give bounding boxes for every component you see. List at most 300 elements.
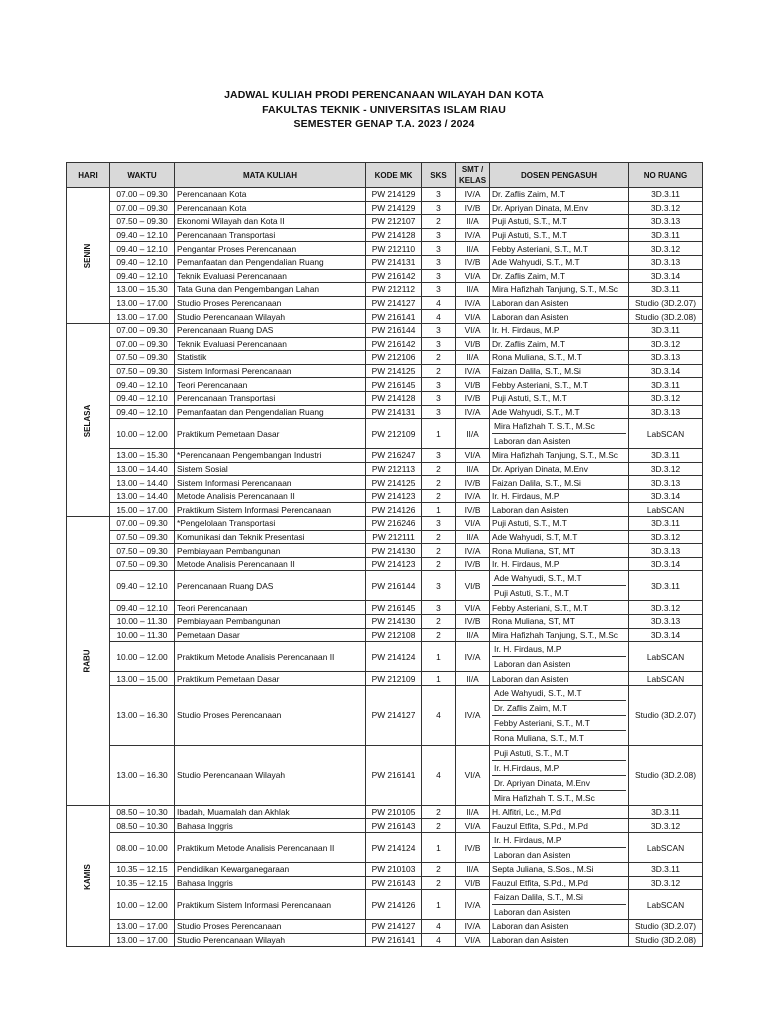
- kode-mk-cell: PW 210105: [366, 805, 422, 819]
- kelas-cell: VI/B: [456, 571, 490, 601]
- waktu-cell: 10.00 – 11.30: [110, 615, 175, 629]
- table-row: [67, 476, 703, 490]
- mata-kuliah-cell: Sistem Sosial: [175, 462, 366, 476]
- mata-kuliah-cell: Sistem Informasi Perencanaan: [175, 476, 366, 490]
- dosen-cell: Febby Asteriani, S.T., M.T: [490, 601, 629, 615]
- dosen-cell: Ir. H. Firdaus, M.P: [490, 323, 629, 337]
- header-no-ruang: NO RUANG: [629, 163, 703, 188]
- dosen-cell: Dr. Apriyan Dinata, M.Env: [490, 462, 629, 476]
- kode-mk-cell: PW 216144: [366, 323, 422, 337]
- sks-cell: 3: [422, 378, 456, 392]
- ruang-cell: 3D.3.12: [629, 201, 703, 215]
- waktu-cell: 07.50 – 09.30: [110, 215, 175, 229]
- mata-kuliah-cell: Tata Guna dan Pengembangan Lahan: [175, 283, 366, 297]
- dosen-name: Dr. Apriyan Dinata, M.Env: [492, 776, 626, 791]
- sks-cell: 3: [422, 337, 456, 351]
- table-row: [67, 215, 703, 229]
- kode-mk-cell: PW 214127: [366, 685, 422, 745]
- kelas-cell: IV/A: [456, 890, 490, 920]
- kelas-cell: IV/A: [456, 685, 490, 745]
- table-row: [67, 745, 703, 805]
- waktu-cell: 09.40 – 12.10: [110, 255, 175, 269]
- table-row: [67, 449, 703, 463]
- ruang-cell: 3D.3.14: [629, 489, 703, 503]
- table-row: [67, 378, 703, 392]
- sks-cell: 1: [422, 833, 456, 863]
- dosen-name: Laboran dan Asisten: [494, 659, 571, 670]
- kode-mk-cell: PW 214127: [366, 920, 422, 934]
- kode-mk-cell: PW 216142: [366, 269, 422, 283]
- dosen-cell: [490, 745, 629, 805]
- table-row: [67, 863, 703, 877]
- dosen-cell: Rona Muliana, ST, MT: [490, 615, 629, 629]
- kelas-cell: VI/B: [456, 337, 490, 351]
- table-row: [67, 601, 703, 615]
- sks-cell: 2: [422, 805, 456, 819]
- kode-mk-cell: PW 214125: [366, 364, 422, 378]
- title-line-3: SEMESTER GENAP T.A. 2023 / 2024: [293, 118, 475, 130]
- sks-cell: 4: [422, 920, 456, 934]
- kelas-cell: IV/B: [456, 503, 490, 517]
- dosen-cell: Septa Juliana, S.Sos., M.Si: [490, 863, 629, 877]
- dosen-cell: Laboran dan Asisten: [490, 933, 629, 947]
- ruang-cell: 3D.3.12: [629, 530, 703, 544]
- mata-kuliah-cell: Pemanfaatan dan Pengendalian Ruang: [175, 255, 366, 269]
- waktu-cell: 13.00 – 17.00: [110, 310, 175, 324]
- kelas-cell: IV/A: [456, 544, 490, 558]
- mata-kuliah-cell: Pemanfaatan dan Pengendalian Ruang: [175, 405, 366, 419]
- dosen-name: Mira Hafizhah T. S.T., M.Sc: [492, 419, 626, 434]
- table-row: [67, 933, 703, 947]
- kelas-cell: VI/A: [456, 745, 490, 805]
- waktu-cell: 08.50 – 10.30: [110, 805, 175, 819]
- ruang-cell: LabSCAN: [629, 833, 703, 863]
- sks-cell: 2: [422, 462, 456, 476]
- ruang-cell: 3D.3.12: [629, 876, 703, 890]
- waktu-cell: 07.50 – 09.30: [110, 530, 175, 544]
- dosen-cell: Mira Hafizhah Tanjung, S.T., M.Sc: [490, 283, 629, 297]
- ruang-cell: 3D.3.12: [629, 462, 703, 476]
- ruang-cell: Studio (3D.2.08): [629, 745, 703, 805]
- day-label: KAMIS: [83, 863, 92, 890]
- mata-kuliah-cell: Metode Analisis Perencanaan II: [175, 557, 366, 571]
- ruang-cell: 3D.3.12: [629, 601, 703, 615]
- day-label: SENIN: [82, 243, 92, 269]
- dosen-name: Puji Astuti, S.T., M.T: [494, 588, 569, 599]
- waktu-cell: 09.40 – 12.10: [110, 378, 175, 392]
- mata-kuliah-cell: Studio Proses Perencanaan: [175, 920, 366, 934]
- table-row: [67, 642, 703, 672]
- ruang-cell: 3D.3.13: [629, 255, 703, 269]
- day-cell-rabu: [67, 517, 110, 806]
- dosen-name: Rona Muliana, S.T., M.T: [494, 732, 584, 743]
- dosen-cell: [490, 571, 629, 601]
- mata-kuliah-cell: Studio Perencanaan Wilayah: [175, 310, 366, 324]
- mata-kuliah-cell: Pemetaan Dasar: [175, 628, 366, 642]
- kode-mk-cell: PW 214125: [366, 476, 422, 490]
- waktu-cell: 09.40 – 12.10: [110, 405, 175, 419]
- kode-mk-cell: PW 212109: [366, 419, 422, 449]
- mata-kuliah-cell: Bahasa Inggris: [175, 876, 366, 890]
- kelas-cell: IV/B: [456, 255, 490, 269]
- waktu-cell: 07.00 – 09.30: [110, 337, 175, 351]
- table-row: [67, 228, 703, 242]
- waktu-cell: 09.40 – 12.10: [110, 391, 175, 405]
- ruang-cell: Studio (3D.2.08): [629, 933, 703, 947]
- mata-kuliah-cell: Metode Analisis Perencanaan II: [175, 489, 366, 503]
- mata-kuliah-cell: Praktikum Pemetaan Dasar: [175, 419, 366, 449]
- waktu-cell: 10.35 – 12.15: [110, 863, 175, 877]
- ruang-cell: LabSCAN: [629, 503, 703, 517]
- ruang-cell: Studio (3D.2.07): [629, 920, 703, 934]
- dosen-cell: Puji Astuti, S.T., M.T: [490, 517, 629, 531]
- sks-cell: 3: [422, 323, 456, 337]
- day-label: RABU: [82, 649, 92, 673]
- mata-kuliah-cell: *Pengelolaan Transportasi: [175, 517, 366, 531]
- table-row: [67, 819, 703, 833]
- kelas-cell: II/A: [456, 672, 490, 686]
- waktu-cell: 07.00 – 09.30: [110, 188, 175, 202]
- dosen-name: Ir. H. Firdaus, M.P: [492, 833, 626, 848]
- mata-kuliah-cell: Studio Perencanaan Wilayah: [175, 933, 366, 947]
- dosen-cell: Dr. Apriyan Dinata, M.Env: [490, 201, 629, 215]
- mata-kuliah-cell: Pembiayaan Pembangunan: [175, 615, 366, 629]
- waktu-cell: 13.00 – 14.40: [110, 476, 175, 490]
- mata-kuliah-cell: Praktikum Metode Analisis Perencanaan II: [175, 642, 366, 672]
- ruang-cell: 3D.3.11: [629, 323, 703, 337]
- kelas-cell: IV/A: [456, 296, 490, 310]
- header-row: [67, 163, 703, 188]
- sks-cell: 3: [422, 517, 456, 531]
- kelas-cell: VI/B: [456, 378, 490, 392]
- kelas-cell: II/A: [456, 530, 490, 544]
- kelas-cell: II/A: [456, 351, 490, 365]
- kelas-cell: II/A: [456, 863, 490, 877]
- waktu-cell: 07.00 – 09.30: [110, 517, 175, 531]
- dosen-name: Ir. H.Firdaus, M.P: [492, 761, 626, 776]
- kode-mk-cell: PW 212108: [366, 628, 422, 642]
- dosen-cell: Fauzul Etfita, S.Pd., M.Pd: [490, 876, 629, 890]
- header-sks: SKS: [422, 163, 456, 188]
- mata-kuliah-cell: Studio Proses Perencanaan: [175, 296, 366, 310]
- kode-mk-cell: PW 214128: [366, 391, 422, 405]
- sks-cell: 1: [422, 672, 456, 686]
- table-row: [67, 269, 703, 283]
- dosen-cell: [490, 642, 629, 672]
- table-row: [67, 201, 703, 215]
- schedule-table: [66, 162, 703, 947]
- kelas-cell: VI/A: [456, 449, 490, 463]
- table-row: [67, 530, 703, 544]
- kode-mk-cell: PW 216141: [366, 310, 422, 324]
- mata-kuliah-cell: Statistik: [175, 351, 366, 365]
- ruang-cell: 3D.3.14: [629, 628, 703, 642]
- sks-cell: 2: [422, 863, 456, 877]
- day-cell-senin: [67, 188, 110, 324]
- mata-kuliah-cell: Ibadah, Muamalah dan Akhlak: [175, 805, 366, 819]
- table-row: [67, 557, 703, 571]
- ruang-cell: LabSCAN: [629, 419, 703, 449]
- dosen-cell: Mira Hafizhah Tanjung, S.T., M.Sc: [490, 449, 629, 463]
- sks-cell: 1: [422, 419, 456, 449]
- dosen-cell: [490, 833, 629, 863]
- dosen-cell: Laboran dan Asisten: [490, 672, 629, 686]
- ruang-cell: LabSCAN: [629, 672, 703, 686]
- mata-kuliah-cell: Perencanaan Transportasi: [175, 391, 366, 405]
- ruang-cell: 3D.3.13: [629, 215, 703, 229]
- header-kode-mk: KODE MK: [366, 163, 422, 188]
- waktu-cell: 13.00 – 17.00: [110, 920, 175, 934]
- mata-kuliah-cell: Praktikum Sistem Informasi Perencanaan: [175, 890, 366, 920]
- table-row: [67, 242, 703, 256]
- kode-mk-cell: PW 216144: [366, 571, 422, 601]
- sks-cell: 3: [422, 391, 456, 405]
- waktu-cell: 13.00 – 16.30: [110, 685, 175, 745]
- kode-mk-cell: PW 212110: [366, 242, 422, 256]
- kode-mk-cell: PW 212111: [366, 530, 422, 544]
- sks-cell: 2: [422, 489, 456, 503]
- mata-kuliah-cell: Ekonomi Wilayah dan Kota II: [175, 215, 366, 229]
- kode-mk-cell: PW 212107: [366, 215, 422, 229]
- sks-cell: 3: [422, 601, 456, 615]
- sks-cell: 2: [422, 615, 456, 629]
- kelas-cell: IV/B: [456, 557, 490, 571]
- dosen-cell: Laboran dan Asisten: [490, 296, 629, 310]
- ruang-cell: 3D.3.13: [629, 351, 703, 365]
- dosen-cell: Dr. Zaflis Zaim, M.T: [490, 337, 629, 351]
- ruang-cell: 3D.3.11: [629, 805, 703, 819]
- ruang-cell: LabSCAN: [629, 890, 703, 920]
- table-row: [67, 391, 703, 405]
- sks-cell: 3: [422, 571, 456, 601]
- table-row: [67, 364, 703, 378]
- day-label: SELASA: [82, 404, 92, 437]
- dosen-cell: Mira Hafizhah Tanjung, S.T., M.Sc: [490, 628, 629, 642]
- dosen-cell: Ade Wahyudi, S.T., M.T: [490, 405, 629, 419]
- kode-mk-cell: PW 214123: [366, 557, 422, 571]
- kelas-cell: II/A: [456, 462, 490, 476]
- kelas-cell: VI/A: [456, 601, 490, 615]
- kode-mk-cell: PW 214124: [366, 642, 422, 672]
- kelas-cell: IV/A: [456, 920, 490, 934]
- table-row: [67, 462, 703, 476]
- mata-kuliah-cell: Perencanaan Kota: [175, 201, 366, 215]
- dosen-cell: Puji Astuti, S.T., M.T: [490, 228, 629, 242]
- dosen-cell: Ade Wahyudi, S.T, M.T: [490, 530, 629, 544]
- mata-kuliah-cell: Praktikum Metode Analisis Perencanaan II: [175, 833, 366, 863]
- waktu-cell: 15.00 – 17.00: [110, 503, 175, 517]
- dosen-name: Laboran dan Asisten: [494, 850, 571, 860]
- kode-mk-cell: PW 214131: [366, 405, 422, 419]
- dosen-cell: Dr. Zaflis Zaim, M.T: [490, 269, 629, 283]
- ruang-cell: Studio (3D.2.07): [629, 685, 703, 745]
- table-row: [67, 571, 703, 601]
- kode-mk-cell: PW 214128: [366, 228, 422, 242]
- title-line-2: FAKULTAS TEKNIK - UNIVERSITAS ISLAM RIAU: [262, 103, 506, 116]
- dosen-cell: Febby Asteriani, S.T., M.T: [490, 242, 629, 256]
- table-row: [67, 405, 703, 419]
- kelas-cell: IV/A: [456, 405, 490, 419]
- kode-mk-cell: PW 214127: [366, 296, 422, 310]
- dosen-cell: Rona Muliana, ST, MT: [490, 544, 629, 558]
- sks-cell: 2: [422, 544, 456, 558]
- waktu-cell: 13.00 – 14.40: [110, 462, 175, 476]
- sks-cell: 2: [422, 876, 456, 890]
- dosen-name: Puji Astuti, S.T., M.T: [492, 746, 626, 761]
- table-row: [67, 337, 703, 351]
- dosen-cell: Ade Wahyudi, S.T., M.T: [490, 255, 629, 269]
- sks-cell: 2: [422, 628, 456, 642]
- waktu-cell: 13.00 – 15.30: [110, 283, 175, 297]
- mata-kuliah-cell: Sistem Informasi Perencanaan: [175, 364, 366, 378]
- waktu-cell: 07.50 – 09.30: [110, 351, 175, 365]
- kelas-cell: VI/A: [456, 819, 490, 833]
- ruang-cell: 3D.3.11: [629, 863, 703, 877]
- table-row: [67, 323, 703, 337]
- sks-cell: 3: [422, 283, 456, 297]
- kelas-cell: IV/B: [456, 833, 490, 863]
- sks-cell: 1: [422, 890, 456, 920]
- ruang-cell: 3D.3.12: [629, 242, 703, 256]
- dosen-cell: [490, 685, 629, 745]
- ruang-cell: Studio (3D.2.08): [629, 310, 703, 324]
- kode-mk-cell: PW 216145: [366, 378, 422, 392]
- dosen-cell: H. Alfitri, Lc., M.Pd: [490, 805, 629, 819]
- dosen-cell: Febby Asteriani, S.T., M.T: [490, 378, 629, 392]
- sks-cell: 3: [422, 201, 456, 215]
- waktu-cell: 07.00 – 09.30: [110, 201, 175, 215]
- mata-kuliah-cell: Teori Perencanaan: [175, 601, 366, 615]
- mata-kuliah-cell: Perencanaan Kota: [175, 188, 366, 202]
- table-row: [67, 296, 703, 310]
- kelas-cell: VI/B: [456, 876, 490, 890]
- ruang-cell: 3D.3.11: [629, 378, 703, 392]
- dosen-cell: Ir. H. Firdaus, M.P: [490, 557, 629, 571]
- sks-cell: 2: [422, 364, 456, 378]
- kode-mk-cell: PW 216145: [366, 601, 422, 615]
- sks-cell: 4: [422, 685, 456, 745]
- table-row: [67, 310, 703, 324]
- kode-mk-cell: PW 216143: [366, 876, 422, 890]
- mata-kuliah-cell: Pengantar Proses Perencanaan: [175, 242, 366, 256]
- waktu-cell: 10.00 – 11.30: [110, 628, 175, 642]
- ruang-cell: LabSCAN: [629, 642, 703, 672]
- kode-mk-cell: PW 216141: [366, 933, 422, 947]
- sks-cell: 3: [422, 228, 456, 242]
- mata-kuliah-cell: Teknik Evaluasi Perencanaan: [175, 269, 366, 283]
- ruang-cell: 3D.3.14: [629, 364, 703, 378]
- kelas-cell: VI/A: [456, 323, 490, 337]
- sks-cell: 4: [422, 933, 456, 947]
- kode-mk-cell: PW 214130: [366, 544, 422, 558]
- ruang-cell: 3D.3.14: [629, 557, 703, 571]
- waktu-cell: 13.00 – 15.00: [110, 672, 175, 686]
- dosen-cell: Ir. H. Firdaus, M.P: [490, 489, 629, 503]
- kode-mk-cell: PW 214126: [366, 503, 422, 517]
- table-row: [67, 503, 703, 517]
- ruang-cell: 3D.3.11: [629, 571, 703, 601]
- mata-kuliah-cell: Perencanaan Ruang DAS: [175, 571, 366, 601]
- kelas-cell: VI/A: [456, 517, 490, 531]
- table-row: [67, 920, 703, 934]
- day-cell-kamis: [67, 805, 110, 947]
- kelas-cell: II/A: [456, 628, 490, 642]
- waktu-cell: 09.40 – 12.10: [110, 601, 175, 615]
- mata-kuliah-cell: Bahasa Inggris: [175, 819, 366, 833]
- sks-cell: 4: [422, 310, 456, 324]
- waktu-cell: 07.50 – 09.30: [110, 557, 175, 571]
- sks-cell: 3: [422, 255, 456, 269]
- dosen-cell: Fauzul Etfita, S.Pd., M.Pd: [490, 819, 629, 833]
- sks-cell: 3: [422, 269, 456, 283]
- mata-kuliah-cell: *Perencanaan Pengembangan Industri: [175, 449, 366, 463]
- sks-cell: 2: [422, 819, 456, 833]
- waktu-cell: 10.35 – 12.15: [110, 876, 175, 890]
- dosen-cell: Laboran dan Asisten: [490, 503, 629, 517]
- kode-mk-cell: PW 216143: [366, 819, 422, 833]
- table-row: [67, 890, 703, 920]
- sks-cell: 3: [422, 242, 456, 256]
- kode-mk-cell: PW 212106: [366, 351, 422, 365]
- kode-mk-cell: PW 212109: [366, 672, 422, 686]
- dosen-cell: [490, 890, 629, 920]
- ruang-cell: 3D.3.13: [629, 544, 703, 558]
- sks-cell: 2: [422, 215, 456, 229]
- ruang-cell: 3D.3.11: [629, 449, 703, 463]
- ruang-cell: 3D.3.12: [629, 819, 703, 833]
- kelas-cell: IV/A: [456, 489, 490, 503]
- table-row: [67, 419, 703, 449]
- mata-kuliah-cell: Praktikum Pemetaan Dasar: [175, 672, 366, 686]
- kode-mk-cell: PW 216247: [366, 449, 422, 463]
- dosen-cell: Dr. Zaflis Zaim, M.T: [490, 188, 629, 202]
- kelas-cell: IV/A: [456, 188, 490, 202]
- dosen-name: Laboran dan Asisten: [494, 907, 571, 918]
- kelas-cell: II/A: [456, 215, 490, 229]
- dosen-name: Febby Asteriani, S.T., M.T: [492, 716, 626, 731]
- kelas-cell: II/A: [456, 419, 490, 449]
- waktu-cell: 13.00 – 17.00: [110, 296, 175, 310]
- dosen-cell: Puji Astuti, S.T., M.T: [490, 391, 629, 405]
- table-row: [67, 615, 703, 629]
- mata-kuliah-cell: Teknik Evaluasi Perencanaan: [175, 337, 366, 351]
- waktu-cell: 07.00 – 09.30: [110, 323, 175, 337]
- waktu-cell: 07.50 – 09.30: [110, 364, 175, 378]
- sks-cell: 1: [422, 503, 456, 517]
- table-row: [67, 489, 703, 503]
- table-row: [67, 833, 703, 863]
- ruang-cell: 3D.3.11: [629, 517, 703, 531]
- kelas-cell: VI/A: [456, 269, 490, 283]
- ruang-cell: 3D.3.12: [629, 391, 703, 405]
- ruang-cell: Studio (3D.2.07): [629, 296, 703, 310]
- kelas-cell: IV/A: [456, 364, 490, 378]
- sks-cell: 2: [422, 476, 456, 490]
- kode-mk-cell: PW 212112: [366, 283, 422, 297]
- dosen-name: Faizan Dalila, S.T., M.Si: [492, 890, 626, 905]
- dosen-name: Dr. Zaflis Zaim, M.T: [492, 701, 626, 716]
- kode-mk-cell: PW 210103: [366, 863, 422, 877]
- mata-kuliah-cell: Teori Perencanaan: [175, 378, 366, 392]
- ruang-cell: 3D.3.13: [629, 476, 703, 490]
- ruang-cell: 3D.3.11: [629, 188, 703, 202]
- kode-mk-cell: PW 216246: [366, 517, 422, 531]
- kode-mk-cell: PW 216142: [366, 337, 422, 351]
- header-waktu: WAKTU: [110, 163, 175, 188]
- dosen-name: Ir. H. Firdaus, M.P: [492, 642, 626, 657]
- sks-cell: 3: [422, 449, 456, 463]
- sks-cell: 3: [422, 405, 456, 419]
